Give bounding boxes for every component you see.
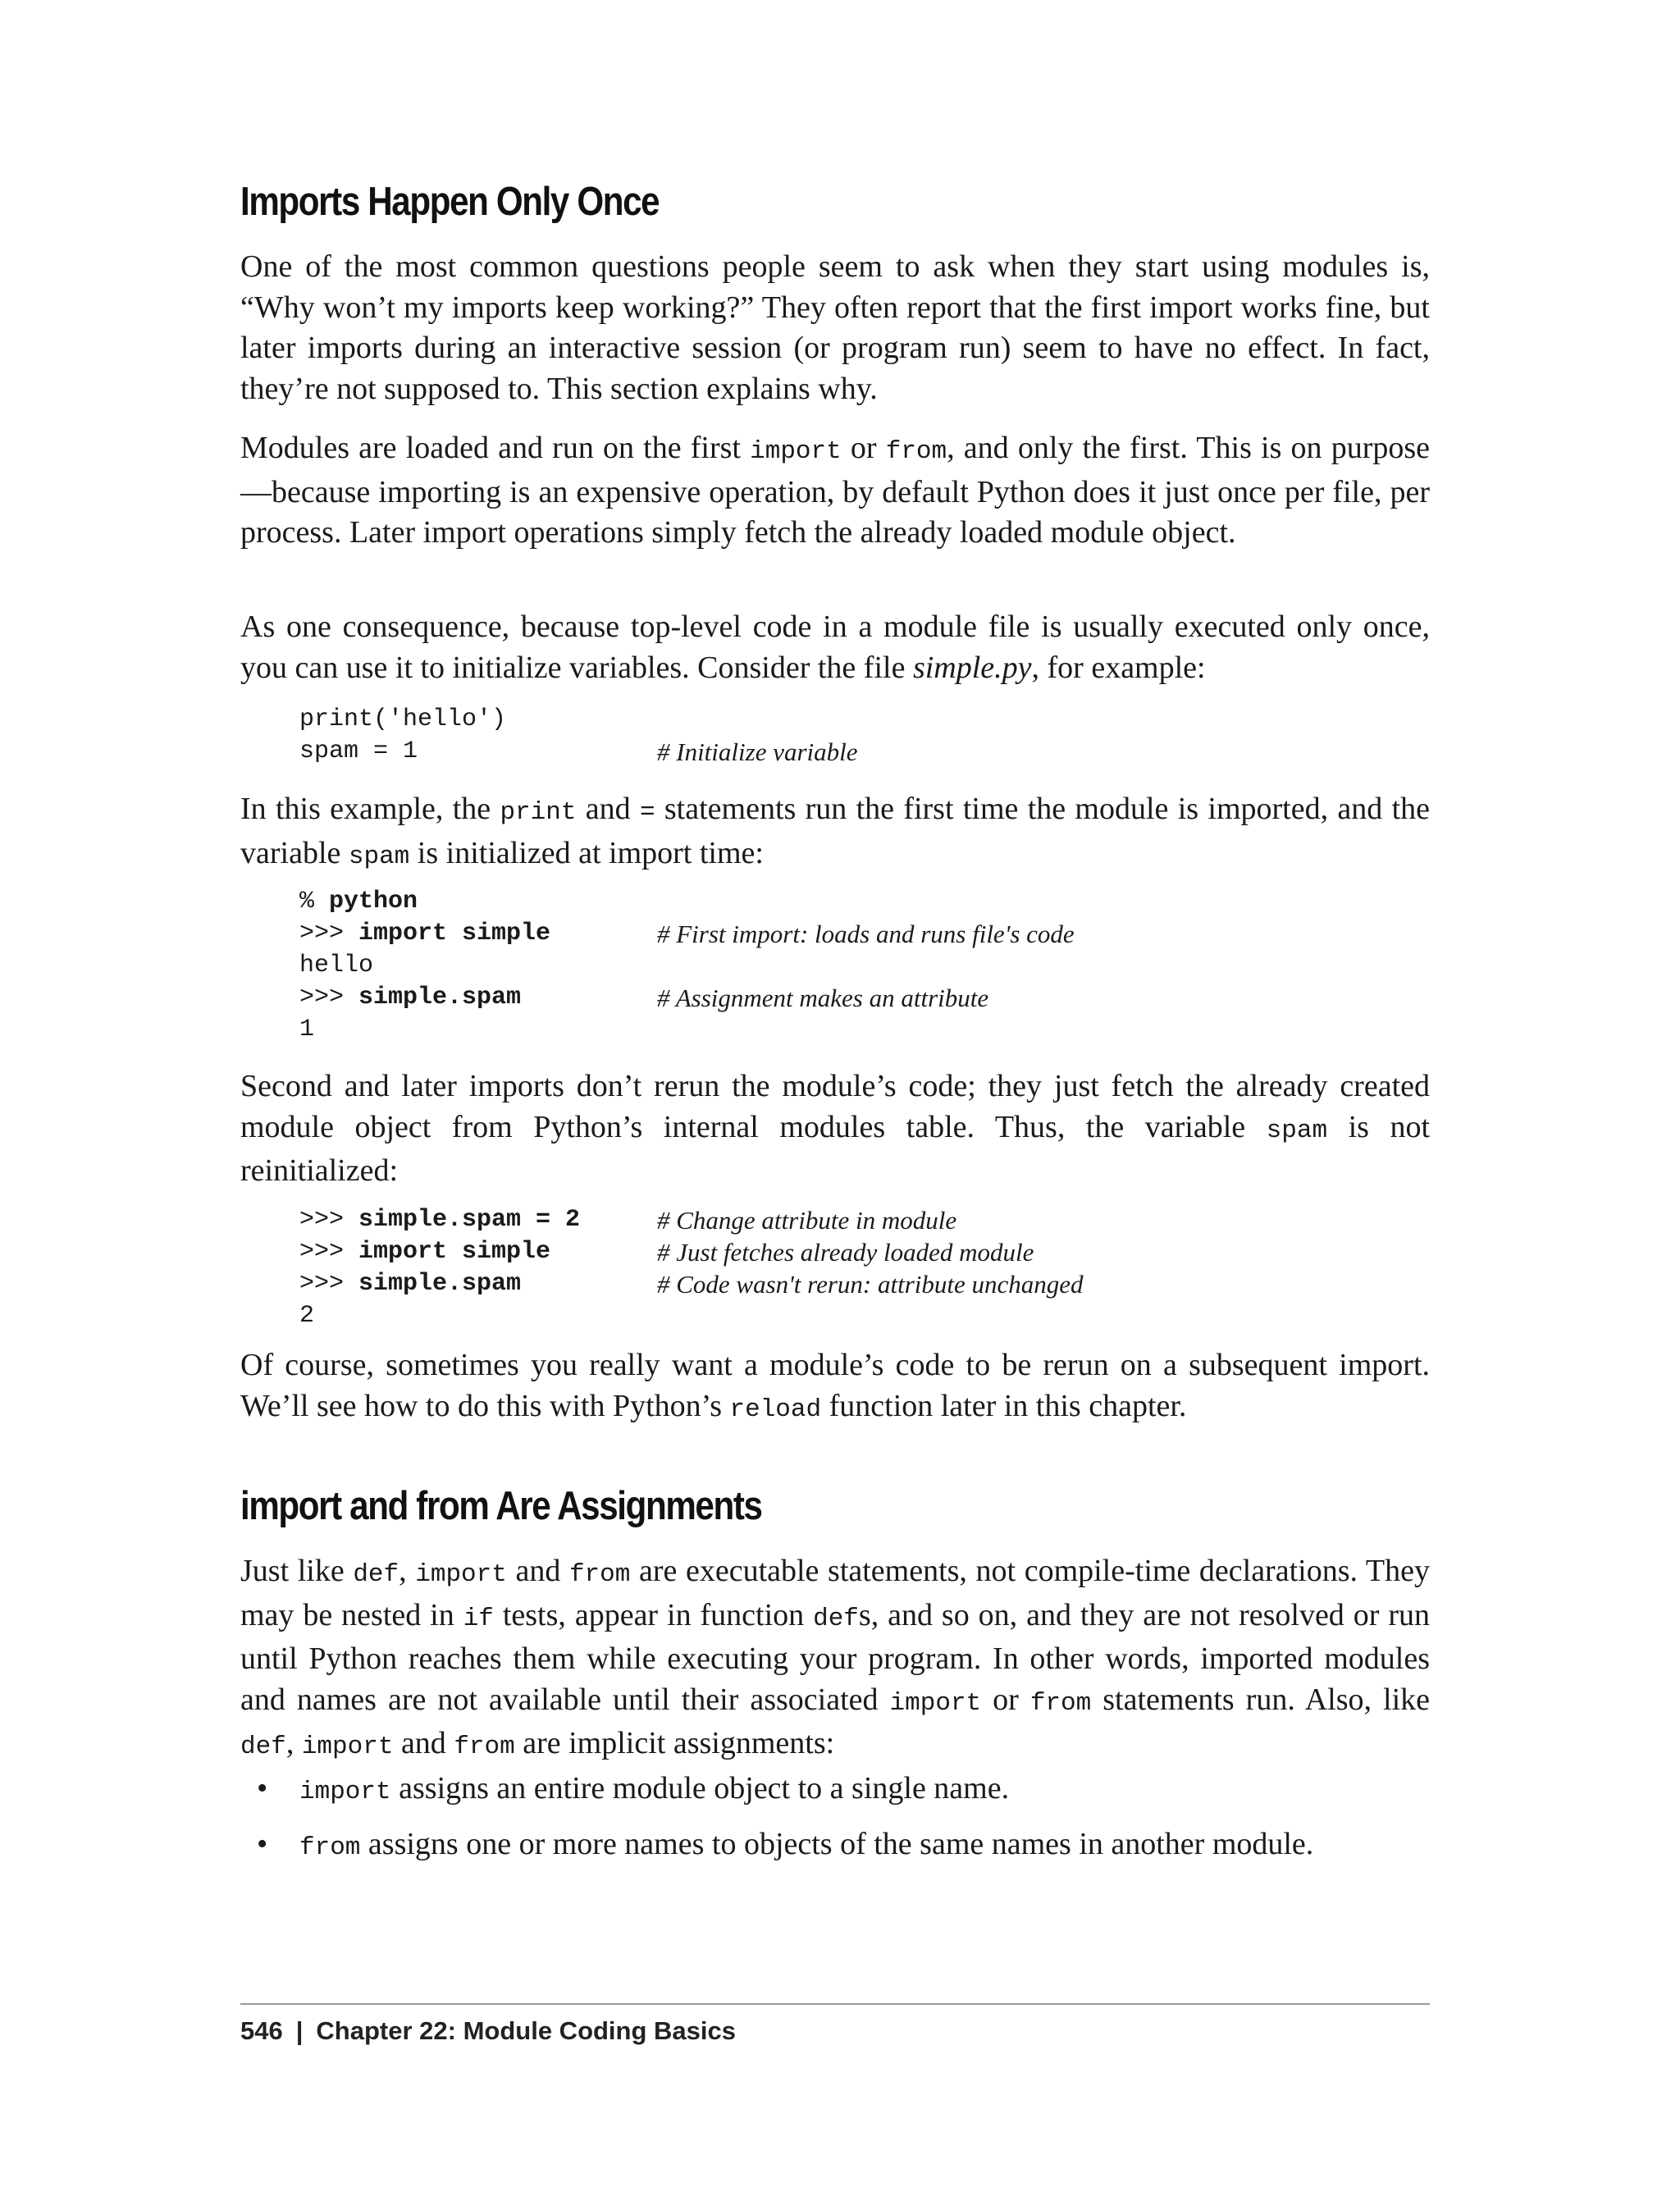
chapter-title: Chapter 22: Module Coding Basics: [316, 2016, 736, 2045]
paragraph-intro: One of the most common questions people seem to ask when they start using modules is, “Why won’t my imports keep working?” They often report that the first import works fine, but later imports during an interactive session (or program run) seem to have no effect. In fact, they’re not supposed to. This section explains why.: [240, 249, 1430, 406]
code-block-reimport: [299, 1204, 1084, 1332]
code-line: >>> import simple # Just fetches already loaded module: [299, 1238, 1034, 1267]
footer-separator: |: [295, 2016, 304, 2045]
list-item: • import assigns an entire module object to a single name.: [240, 1769, 1430, 1813]
paragraph-example: In this example, the print and = statements run the first time the module is imported, and the variable spam is initialized at import time:: [240, 792, 1430, 871]
code-line: % python: [299, 888, 418, 915]
code-line: >>> simple.spam # Code wasn't rerun: attribute unchanged: [299, 1270, 1084, 1299]
paragraph-executable-statements: Just like def, import and from are executable statements, not compile-time declarations. They may be nested in if tests, appear in function defs, and so on, and they are not resolved or run until Python reaches them while executing your program. In other words, imported modules and names are not available until their associated import or from statements run. Also, like def, import and from are implicit assignments:: [240, 1554, 1431, 1761]
code-line: >>> import simple # First import: loads and runs file's code: [299, 920, 1075, 948]
paragraph-loaded-once: Modules are loaded and run on the first import or from, and only the first. This is on purpose—because importing is an expensive operation, by default Python does it just once per file, per process. Later import operations simply fetch the already loaded module object.: [240, 431, 1430, 550]
paragraph-reload: Of course, sometimes you really want a module’s code to be rerun on a subsequent import. We’ll see how to do this with Python’s reload function later in this chapter.: [240, 1348, 1430, 1424]
code-line: 2: [299, 1302, 315, 1330]
code-line: spam = 1 # Initialize variable: [299, 737, 858, 766]
paragraph-later-imports: Second and later imports don’t rerun the module’s code; they just fetch the already created module object from Python’s internal modules table. Thus, the variable spam is not reinitialized:: [240, 1069, 1431, 1188]
code-line: 1: [299, 1016, 315, 1043]
code-line: >>> simple.spam # Assignment makes an attribute: [299, 984, 989, 1012]
list-item: • from assigns one or more names to objects of the same names in another module.: [240, 1824, 1430, 1869]
code-line: hello: [299, 952, 374, 979]
code-line: >>> simple.spam = 2 # Change attribute in module: [299, 1206, 957, 1235]
footer-rule: [240, 2003, 1430, 2005]
code-line: print('hello'): [299, 705, 507, 733]
bullet-list: [240, 1769, 1430, 1879]
page-footer: [240, 2016, 736, 2046]
paragraph-consequence: As one consequence, because top-level code in a module file is usually executed only once, you can use it to initialize variables. Consider the file simple.py, for example:: [240, 609, 1430, 685]
section-heading-assignments: import and from Are Assignments: [240, 1484, 762, 1528]
bullet-icon: •: [257, 1771, 268, 1806]
page-number: 546: [240, 2016, 283, 2045]
code-block-simple-py: [299, 704, 858, 768]
bullet-icon: •: [257, 1826, 268, 1861]
section-heading-imports-once: Imports Happen Only Once: [240, 180, 660, 224]
code-block-first-import: [299, 886, 1075, 1046]
